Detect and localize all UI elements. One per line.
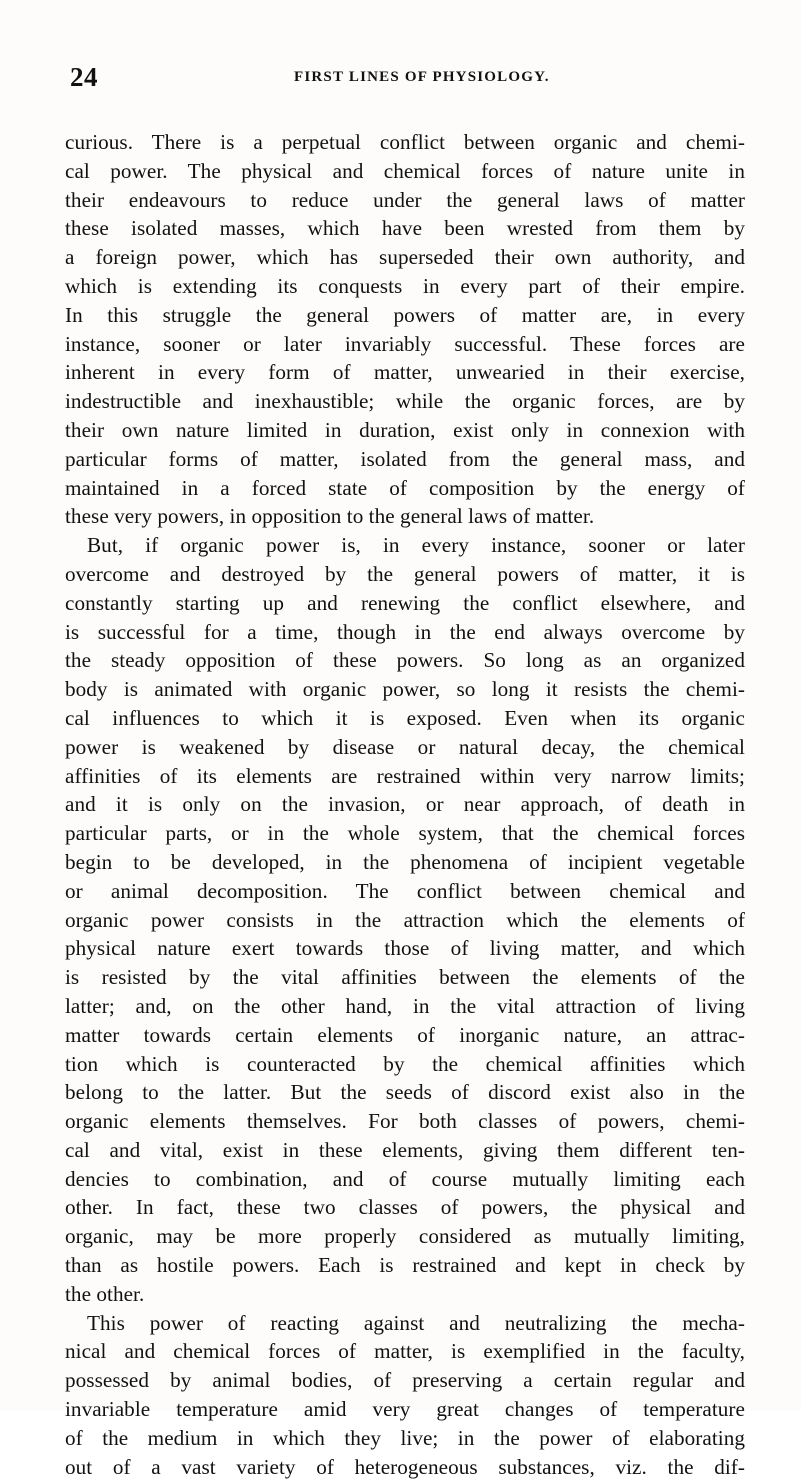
text-line: of the medium in which they live; in the power of elaborating (65, 1425, 745, 1450)
text-line: cal influences to which it is exposed. Even when its organic (65, 705, 745, 730)
text-line: these isolated masses, which have been wrested from them by (65, 216, 745, 241)
text-line: their endeavours to reduce under the general laws of matter (65, 187, 745, 212)
text-line: cal and vital, exist in these elements, giving them different ten- (65, 1137, 745, 1162)
text-line: cal power. The physical and chemical forces of nature unite in (65, 158, 745, 183)
text-line: organic power consists in the attraction which the elements of (65, 907, 745, 932)
text-line: begin to be developed, in the phenomena of incipient vegetable (65, 849, 745, 874)
text-line: nical and chemical forces of matter, is exemplified in the faculty, (65, 1339, 745, 1364)
body-text (65, 128, 745, 1481)
text-line: maintained in a forced state of composition by the energy of (65, 475, 745, 500)
text-line: affinities of its elements are restrained within very narrow limits; (65, 763, 745, 788)
paragraph (65, 531, 745, 1309)
paragraph (65, 128, 745, 531)
page-number: 24 (70, 62, 98, 92)
text-line: or animal decomposition. The conflict between chemical and (65, 878, 745, 903)
text-line: the other. (65, 1281, 145, 1306)
text-line: latter; and, on the other hand, in the vital attraction of living (65, 993, 745, 1018)
text-line: a foreign power, which has superseded their own authority, and (65, 245, 745, 270)
text-line: is resisted by the vital affinities between the elements of the (65, 965, 745, 990)
text-line: particular parts, or in the whole system, that the chemical forces (65, 821, 745, 846)
text-line: matter towards certain elements of inorganic nature, an attrac- (65, 1022, 745, 1047)
text-line: body is animated with organic power, so long it resists the chemi- (65, 677, 745, 702)
running-head: FIRST LINES OF PHYSIOLOGY. (294, 69, 550, 85)
text-line: curious. There is a perpetual conflict between organic and chemi- (65, 130, 745, 154)
text-line: organic, may be more properly considered as mutually limiting, (65, 1224, 745, 1249)
text-line: power is weakened by disease or natural decay, the chemical (65, 734, 745, 759)
text-line: tion which is counteracted by the chemical affinities which (65, 1051, 745, 1076)
text-line: possessed by animal bodies, of preserving a certain regular and (65, 1368, 745, 1393)
text-line: overcome and destroyed by the general powers of matter, it is (65, 561, 745, 586)
text-line: the steady opposition of these powers. So long as an organized (65, 648, 745, 673)
text-line: and it is only on the invasion, or near approach, of death in (65, 792, 745, 817)
text-line: is successful for a time, though in the end always overcome by (65, 619, 745, 644)
text-line: dencies to combination, and of course mutually limiting each (65, 1166, 745, 1191)
text-line: But, if organic power is, in every instance, sooner or later (87, 533, 745, 558)
text-line: organic elements themselves. For both classes of powers, chemi- (65, 1109, 745, 1134)
text-line: inherent in every form of matter, unwearied in their exercise, (65, 360, 745, 385)
paragraph (65, 1309, 745, 1481)
text-line: This power of reacting against and neutralizing the mecha- (87, 1310, 745, 1335)
text-line: their own nature limited in duration, exist only in connexion with (65, 417, 745, 442)
page-header (70, 62, 741, 92)
text-line: physical nature exert towards those of living matter, and which (65, 936, 745, 961)
text-line: other. In fact, these two classes of powers, the physical and (65, 1195, 745, 1220)
text-line: indestructible and inexhaustible; while the organic forces, are by (65, 389, 745, 414)
text-line: which is extending its conquests in every part of their empire. (65, 273, 745, 298)
text-line: instance, sooner or later invariably successful. These forces are (65, 331, 745, 356)
text-line: belong to the latter. But the seeds of discord exist also in the (65, 1080, 745, 1105)
text-line: than as hostile powers. Each is restrained and kept in check by (65, 1253, 745, 1278)
text-line: these very powers, in opposition to the general laws of matter. (65, 504, 595, 529)
text-line: out of a vast variety of heterogeneous substances, viz. the dif- (65, 1454, 745, 1479)
text-line: invariable temperature amid very great changes of temperature (65, 1397, 745, 1422)
text-line: particular forms of matter, isolated from the general mass, and (65, 446, 745, 471)
text-line: In this struggle the general powers of matter are, in every (65, 302, 745, 327)
text-line: constantly starting up and renewing the conflict elsewhere, and (65, 590, 745, 615)
